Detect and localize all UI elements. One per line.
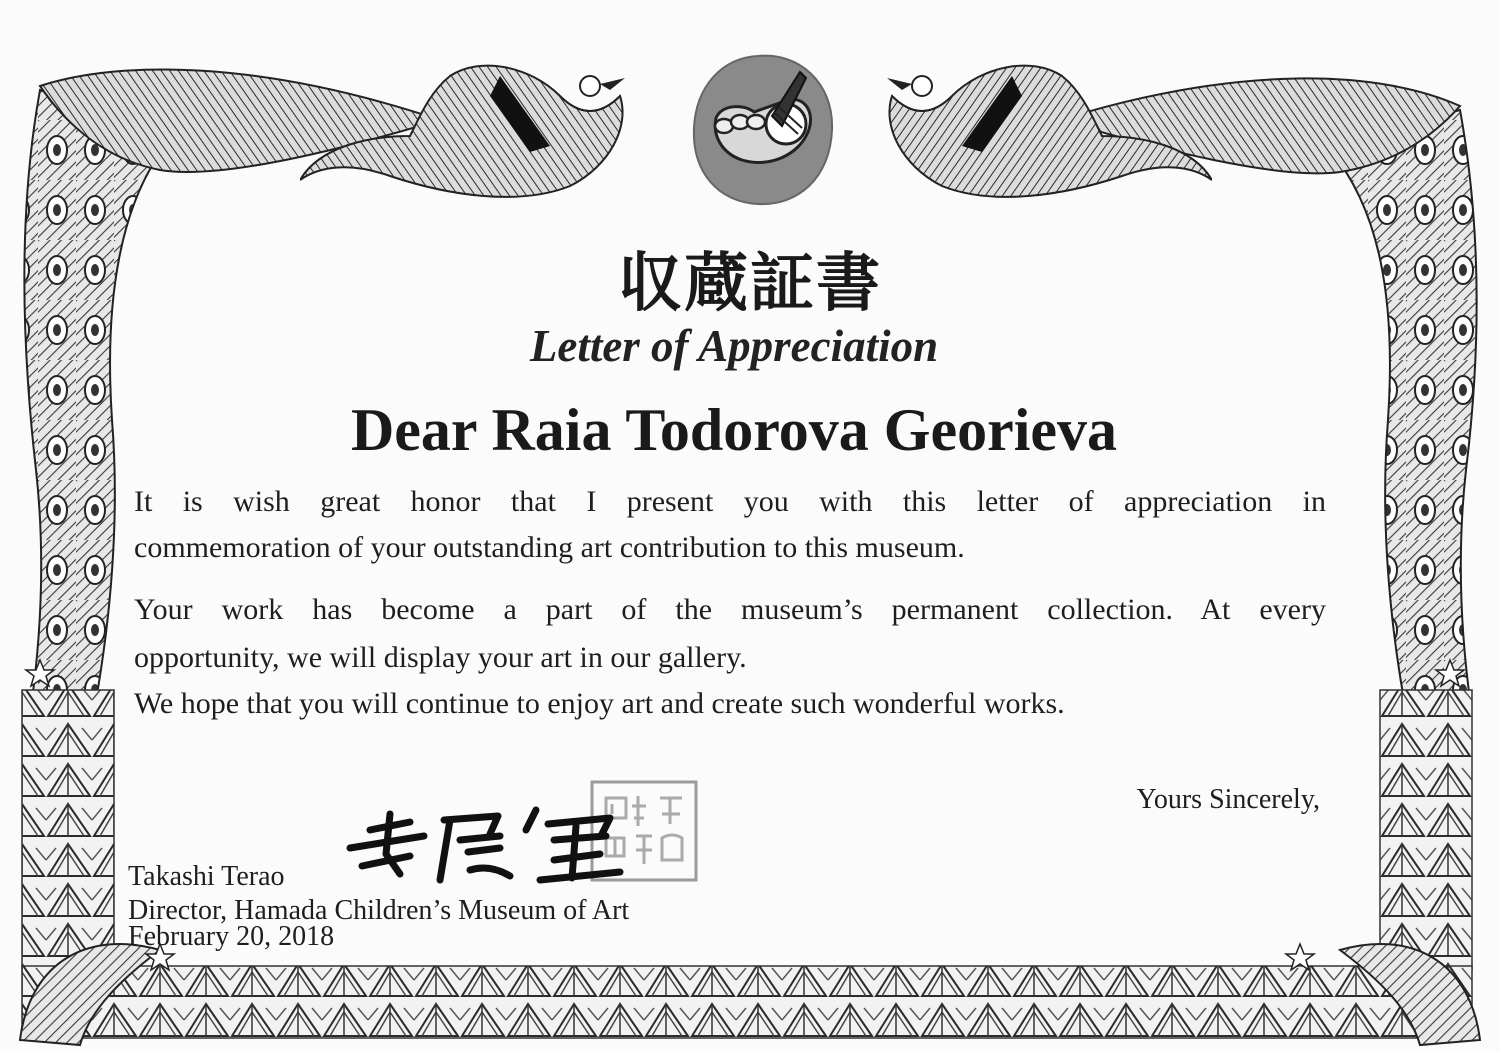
hand-holding-pencil-logo-icon — [688, 52, 838, 208]
signatory-name: Takashi Terao — [128, 861, 285, 892]
handwritten-signature — [340, 790, 630, 890]
page-title: Letter of Appreciation — [529, 321, 939, 371]
phoenix-icon — [872, 56, 1212, 206]
phoenix-icon — [300, 56, 640, 206]
body-paragraph-3-line-1: We hope that you will continue to enjoy art and create such wonderful works. — [134, 687, 1065, 720]
body-paragraph-1-line-1: It is wish great honor that I present you with this letter of appreciation in — [134, 485, 1326, 518]
signatory-title: Director, Hamada Children’s Museum of Art — [128, 895, 630, 926]
recipient-name: Dear Raia Todorova Georieva — [350, 397, 1118, 463]
body-paragraph-1-line-2: commemoration of your outstanding art contribution to this museum. — [134, 531, 965, 564]
closing-line: Yours Sincerely, — [1136, 784, 1320, 815]
issue-date: February 20, 2018 — [128, 921, 335, 952]
body-paragraph-2-line-1: Your work has become a part of the museum’s permanent collection. At every — [134, 593, 1326, 626]
page-title-japanese: 収蔵証書 — [618, 247, 882, 321]
body-paragraph-2-line-2: opportunity, we will display your art in our gallery. — [134, 641, 747, 674]
